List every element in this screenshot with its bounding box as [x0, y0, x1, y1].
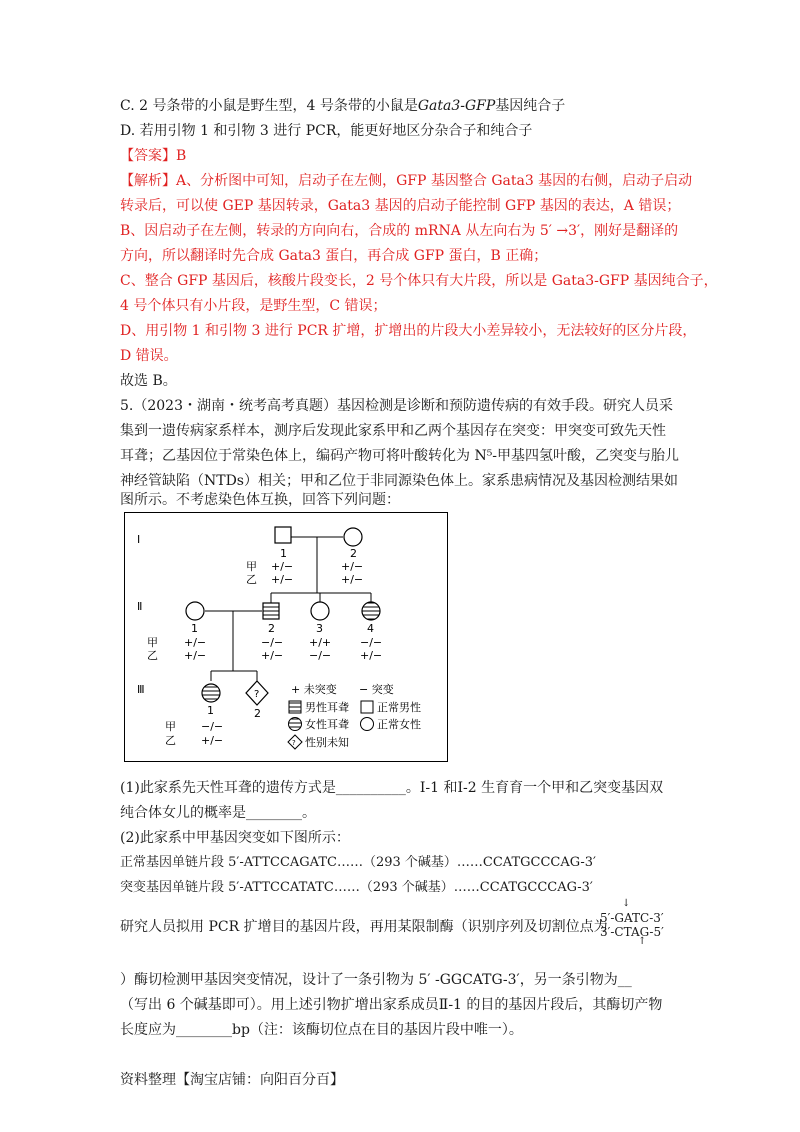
conclusion: 故选 B。 — [120, 373, 177, 389]
individual-number: 3 — [316, 622, 323, 635]
legend-normal-male: 正常男性 — [377, 701, 421, 714]
sequence-mutant: 突变基因单链片段 5′-ATTCCATATC……（293 个碱基）……CCATGCCCAG-3′ — [120, 880, 593, 895]
legend-male-deaf: 男性耳聋 — [305, 701, 349, 714]
genotype-jia: −/− — [261, 636, 284, 649]
individual-I-2 — [344, 528, 362, 546]
question5-line: 神经管缺陷（NTDs）相关；甲和乙位于非同源染色体上。家系患病情况及基因检测结果如 — [120, 473, 678, 489]
legend-female-deaf: 女性耳聋 — [305, 718, 349, 731]
genotype-yi: +/− — [360, 649, 383, 662]
genotype-jia: +/+ — [309, 636, 332, 649]
sequence-normal: 正常基因单链片段 5′-ATTCCAGATC……（293 个碱基）……CCATGCCCAG-3′ — [120, 855, 597, 870]
option-c — [120, 96, 565, 116]
gene-label-yi: 乙 — [165, 734, 176, 747]
genotype-jia: −/− — [201, 720, 224, 733]
question5-line: 图所示。不考虑染色体互换，回答下列问题： — [120, 492, 400, 508]
gen-label-2: Ⅱ — [137, 600, 143, 613]
gen-label-1: Ⅰ — [137, 533, 141, 546]
gene-label-jia: 甲 — [165, 720, 176, 733]
q2-cont-line: ）酶切检测甲基因突变情况，设计了一条引物为 5′ -GGCATG-3′，另一条引物为__ — [120, 972, 632, 988]
pedigree-chart — [124, 512, 448, 762]
analysis-line: C、整合 GFP 基因后，核酸片段变长，2 号个体只有大片段，所以是 Gata3-GFP 基因纯合子， — [120, 273, 718, 289]
pedigree-svg — [125, 513, 446, 760]
option-c-suffix: 基因纯合子 — [495, 98, 566, 114]
individual-II-3 — [311, 602, 329, 620]
individual-number: 2 — [350, 547, 357, 560]
individual-number: 1 — [191, 622, 198, 635]
analysis-line: B、因启动子在左侧，转录的方向向右，合成的 mRNA 从左向右为 5′ →3′，刚好是翻译的 — [120, 223, 679, 239]
option-d: D. 若用引物 1 和引物 3 进行 PCR，能更好地区分杂合子和纯合子 — [120, 123, 533, 139]
genotype-yi: +/− — [341, 573, 364, 586]
question5-line: 集到一遗传病家系样本，测序后发现此家系甲和乙两个基因存在突变：甲突变可致先天性 — [120, 423, 666, 439]
genotype-yi: +/− — [184, 649, 207, 662]
q1-line: 纯合体女儿的概率是________。 — [120, 805, 316, 821]
individual-II-1 — [186, 602, 204, 620]
q1-line: (1)此家系先天性耳聋的遗传方式是__________。Ⅰ-1 和Ⅰ-2 生育育一个甲和乙突变基因双 — [120, 780, 664, 796]
individual-II-2 — [263, 603, 279, 619]
individual-number: 2 — [254, 707, 261, 720]
answer: 【答案】B — [120, 148, 187, 164]
genotype-jia: +/− — [271, 560, 294, 573]
gene-label-yi: 乙 — [246, 573, 257, 586]
genotype-jia: +/− — [341, 560, 364, 573]
legend-normal-female-icon — [361, 718, 374, 731]
genotype-jia: −/− — [360, 636, 383, 649]
q2-cont-line: 长度应为________bp（注：该酶切位点在目的基因片段中唯一）。 — [120, 1022, 523, 1038]
individual-I-1 — [275, 527, 291, 543]
gen-label-3: Ⅲ — [137, 683, 145, 696]
individual-number: 1 — [207, 704, 214, 717]
genotype-yi: −/− — [309, 649, 332, 662]
legend-plus: + 未突变 — [291, 683, 337, 696]
unknown-mark: ? — [254, 689, 260, 700]
q2-cont-line: （写出 6 个碱基即可）。用上述引物扩增出家系成员Ⅱ-1 的目的基因片段后，其酶切产物 — [120, 997, 663, 1013]
gene-label-jia: 甲 — [246, 560, 257, 573]
cut-arrow-up-icon: ↑ — [638, 936, 647, 947]
analysis-line: 【解析】A、分析图中可知，启动子在左侧，GFP 基因整合 Gata3 基因的右侧，启动子启动 — [120, 173, 693, 189]
genotype-jia: +/− — [184, 636, 207, 649]
enzyme-line: 研究人员拟用 PCR 扩增目的基因片段，再用某限制酶（识别序列及切割位点为 — [120, 919, 608, 935]
analysis-line: D 错误。 — [120, 348, 178, 364]
footer: 资料整理【淘宝店铺：向阳百分百】 — [120, 1072, 344, 1088]
legend-unknown-mark: ? — [292, 739, 296, 747]
analysis-line: 4 号个体只有小片段，是野生型，C 错误； — [120, 298, 387, 314]
analysis-line: 方向，所以翻译时先合成 Gata3 蛋白，再合成 GFP 蛋白，B 正确； — [120, 248, 548, 264]
question5-line: 5.（2023・湖南・统考高考真题）基因检测是诊断和预防遗传病的有效手段。研究人员采 — [120, 398, 673, 414]
legend-minus: − 突变 — [359, 683, 394, 696]
legend-female-deaf-icon — [289, 718, 302, 731]
individual-number: 1 — [280, 547, 287, 560]
legend-normal-female: 正常女性 — [377, 718, 421, 731]
legend-normal-male-icon — [361, 701, 373, 713]
cut-arrow-down-icon: ↓ — [622, 898, 631, 909]
individual-number: 4 — [367, 622, 374, 635]
gene-label-yi: 乙 — [147, 649, 158, 662]
option-c-gene: Gata3-GFP — [417, 98, 496, 114]
individual-II-4 — [362, 602, 380, 620]
question5-line: 耳聋；乙基因位于常染色体上，编码产物可将叶酸转化为 N⁵-甲基四氢叶酸，乙突变与胎儿 — [120, 448, 680, 464]
enzyme-bottom-strand: 3′-CTAG-5′ — [600, 925, 664, 939]
legend-male-deaf-icon — [289, 701, 301, 713]
gene-label-jia: 甲 — [147, 636, 158, 649]
legend-unknown-sex: 性别未知 — [305, 736, 349, 749]
option-c-text: C. 2 号条带的小鼠是野生型，4 号条带的小鼠是 — [120, 98, 418, 114]
genotype-yi: +/− — [271, 573, 294, 586]
genotype-yi: +/− — [201, 734, 224, 747]
q2-line: (2)此家系中甲基因突变如下图所示： — [120, 830, 350, 846]
enzyme-top-strand: 5′-GATC-3′ — [600, 911, 664, 925]
genotype-yi: +/− — [261, 649, 284, 662]
individual-III-1 — [202, 684, 220, 702]
analysis-line: 转录后，可以使 GEP 基因转录，Gata3 基因的启动子能控制 GFP 基因的表达，A 错误； — [120, 198, 681, 214]
individual-number: 2 — [268, 622, 275, 635]
analysis-line: D、用引物 1 和引物 3 进行 PCR 扩增，扩增出的片段大小差异较小，无法较好的区分片段， — [120, 323, 697, 339]
